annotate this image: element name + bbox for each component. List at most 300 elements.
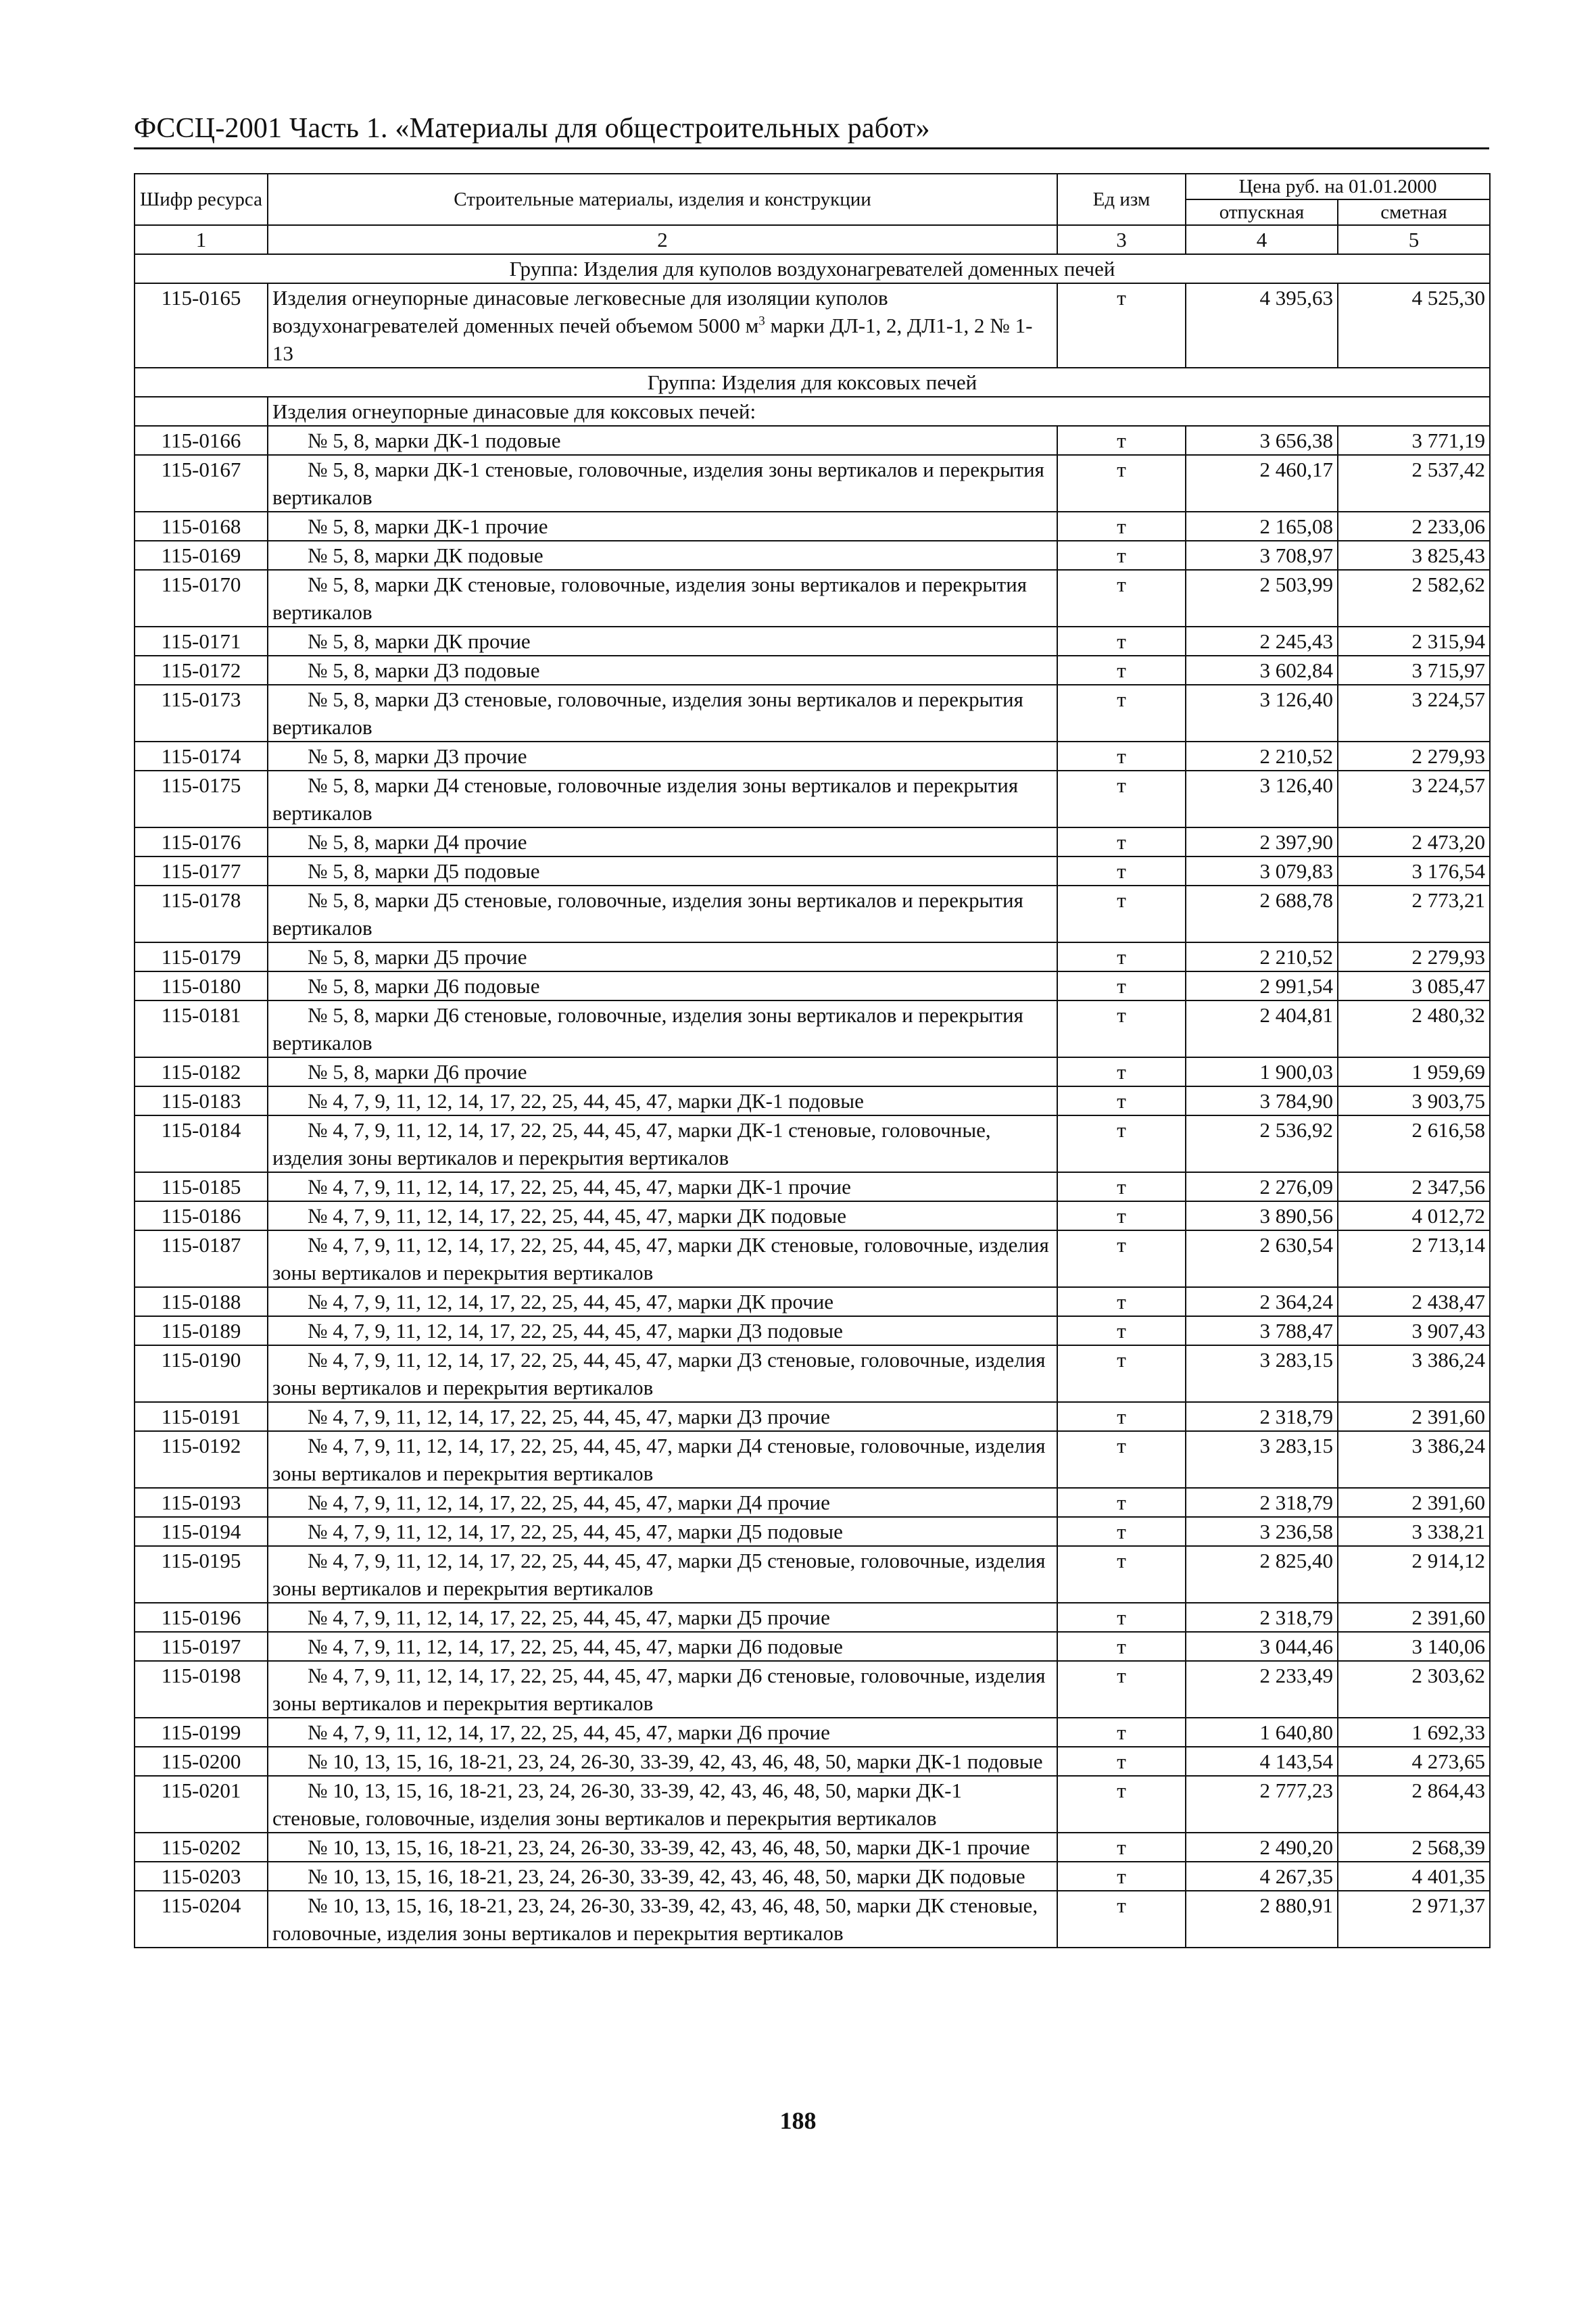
table-row (135, 771, 1490, 827)
item-description-text: № 5, 8, марки Д4 прочие (308, 830, 527, 854)
estimate-price: 2 279,93 (1338, 942, 1490, 971)
resource-code: 115-0174 (135, 742, 268, 771)
unit-cell: т (1057, 1316, 1186, 1345)
table-row (135, 827, 1490, 857)
item-description-text: № 4, 7, 9, 11, 12, 14, 17, 22, 25, 44, 45, 47, марки Д3 подовые (308, 1319, 843, 1343)
resource-code: 115-0192 (135, 1431, 268, 1488)
item-description (268, 1115, 1057, 1172)
table-row (135, 1891, 1490, 1948)
resource-code: 115-0181 (135, 1000, 268, 1057)
item-description-text: № 5, 8, марки Д5 прочие (308, 945, 527, 969)
table-row (135, 1661, 1490, 1718)
resource-code: 115-0186 (135, 1201, 268, 1230)
item-description-text: № 4, 7, 9, 11, 12, 14, 17, 22, 25, 44, 45, 47, марки Д6 прочие (308, 1720, 830, 1744)
column-number: 1 (135, 225, 268, 254)
resource-code: 115-0199 (135, 1718, 268, 1747)
item-description (268, 1632, 1057, 1661)
release-price: 3 126,40 (1186, 771, 1338, 827)
item-description-text: № 4, 7, 9, 11, 12, 14, 17, 22, 25, 44, 45, 47, марки Д3 стеновые, головочные, изделия зоны вертикалов и перекрытия вертикалов (272, 1348, 1046, 1399)
release-price: 3 283,15 (1186, 1345, 1338, 1402)
item-description (268, 1776, 1057, 1833)
estimate-price: 1 692,33 (1338, 1718, 1490, 1747)
release-price: 2 233,49 (1186, 1661, 1338, 1718)
unit-cell: т (1057, 1086, 1186, 1115)
unit-cell: т (1057, 1632, 1186, 1661)
item-description-text: № 5, 8, марки Д6 стеновые, головочные, изделия зоны вертикалов и перекрытия вертикалов (272, 1003, 1023, 1055)
resource-code: 115-0195 (135, 1546, 268, 1603)
item-description-text: № 5, 8, марки Д4 стеновые, головочные изделия зоны вертикалов и перекрытия вертикалов (272, 773, 1019, 825)
item-description (268, 1862, 1057, 1891)
release-price: 3 784,90 (1186, 1086, 1338, 1115)
release-price: 2 276,09 (1186, 1172, 1338, 1201)
resource-code: 115-0171 (135, 627, 268, 656)
resource-code: 115-0190 (135, 1345, 268, 1402)
table-row (135, 1632, 1490, 1661)
item-description (268, 1431, 1057, 1488)
release-price: 2 536,92 (1186, 1115, 1338, 1172)
item-description (268, 886, 1057, 942)
table-row (135, 1287, 1490, 1316)
estimate-price: 3 224,57 (1338, 685, 1490, 742)
table-row (135, 685, 1490, 742)
table-row (135, 1316, 1490, 1345)
price-table (134, 173, 1491, 1948)
item-description-text: № 10, 13, 15, 16, 18-21, 23, 24, 26-30, 33-39, 42, 43, 46, 48, 50, марки ДК-1 прочие (308, 1835, 1030, 1859)
item-description-text: № 4, 7, 9, 11, 12, 14, 17, 22, 25, 44, 45, 47, марки ДК-1 стеновые, головочные, изделия зоны вертикалов и перекрытия вертикалов (272, 1118, 991, 1169)
resource-code: 115-0203 (135, 1862, 268, 1891)
release-price: 4 143,54 (1186, 1747, 1338, 1776)
estimate-price: 4 012,72 (1338, 1201, 1490, 1230)
item-description (268, 1546, 1057, 1603)
item-description (268, 1603, 1057, 1632)
table-row (135, 1833, 1490, 1862)
header-code: Шифр ресурса (135, 174, 268, 225)
item-description-text: № 5, 8, марки Д3 подовые (308, 658, 540, 682)
header-rule (134, 147, 1489, 149)
item-description (268, 1517, 1057, 1546)
resource-code: 115-0175 (135, 771, 268, 827)
unit-cell: т (1057, 771, 1186, 827)
item-description-text: № 5, 8, марки Д3 стеновые, головочные, изделия зоны вертикалов и перекрытия вертикалов (272, 687, 1023, 739)
resource-code: 115-0180 (135, 971, 268, 1000)
table-row (135, 1862, 1490, 1891)
unit-cell: т (1057, 1718, 1186, 1747)
item-description (268, 1000, 1057, 1057)
resource-code: 115-0168 (135, 512, 268, 541)
item-description-text: № 4, 7, 9, 11, 12, 14, 17, 22, 25, 44, 45, 47, марки Д5 подовые (308, 1520, 843, 1543)
resource-code: 115-0188 (135, 1287, 268, 1316)
unit-cell: т (1057, 656, 1186, 685)
estimate-price: 2 279,93 (1338, 742, 1490, 771)
group-title: Группа: Изделия для куполов воздухонагревателей доменных печей (135, 254, 1490, 283)
unit-cell: т (1057, 627, 1186, 656)
estimate-price: 2 391,60 (1338, 1488, 1490, 1517)
release-price: 2 404,81 (1186, 1000, 1338, 1057)
column-number: 5 (1338, 225, 1490, 254)
item-description-text: № 4, 7, 9, 11, 12, 14, 17, 22, 25, 44, 45, 47, марки Д6 стеновые, головочные, изделия зоны вертикалов и перекрытия вертикалов (272, 1664, 1046, 1715)
estimate-price: 2 537,42 (1338, 455, 1490, 512)
header-estimate: сметная (1338, 199, 1490, 225)
resource-code: 115-0204 (135, 1891, 268, 1948)
estimate-price: 2 347,56 (1338, 1172, 1490, 1201)
item-description (268, 1661, 1057, 1718)
item-description-text: № 5, 8, марки Д6 прочие (308, 1060, 527, 1084)
release-price: 1 640,80 (1186, 1718, 1338, 1747)
release-price: 2 460,17 (1186, 455, 1338, 512)
estimate-price: 2 914,12 (1338, 1546, 1490, 1603)
resource-code: 115-0184 (135, 1115, 268, 1172)
estimate-price: 3 386,24 (1338, 1345, 1490, 1402)
item-description (268, 685, 1057, 742)
column-number: 4 (1186, 225, 1338, 254)
unit-cell: т (1057, 742, 1186, 771)
estimate-price: 3 140,06 (1338, 1632, 1490, 1661)
release-price: 3 890,56 (1186, 1201, 1338, 1230)
unit-cell: т (1057, 1172, 1186, 1201)
unit-cell: т (1057, 942, 1186, 971)
item-description (268, 1345, 1057, 1402)
item-description (268, 541, 1057, 570)
resource-code: 115-0193 (135, 1488, 268, 1517)
release-price: 3 788,47 (1186, 1316, 1338, 1345)
unit-cell: т (1057, 1517, 1186, 1546)
estimate-price: 2 315,94 (1338, 627, 1490, 656)
release-price: 3 126,40 (1186, 685, 1338, 742)
release-price: 2 490,20 (1186, 1833, 1338, 1862)
estimate-price: 2 864,43 (1338, 1776, 1490, 1833)
resource-code: 115-0179 (135, 942, 268, 971)
item-description-text: № 5, 8, марки ДК стеновые, головочные, изделия зоны вертикалов и перекрытия вертикалов (272, 573, 1027, 624)
group-intro-row (135, 397, 1490, 426)
table-row (135, 1057, 1490, 1086)
table-row (135, 1776, 1490, 1833)
estimate-price: 2 616,58 (1338, 1115, 1490, 1172)
release-price: 2 210,52 (1186, 942, 1338, 971)
unit-cell: т (1057, 1891, 1186, 1948)
item-description (268, 857, 1057, 886)
estimate-price: 3 903,75 (1338, 1086, 1490, 1115)
unit-cell: т (1057, 827, 1186, 857)
item-description-text: № 5, 8, марки ДК подовые (308, 544, 543, 567)
estimate-price: 3 771,19 (1338, 426, 1490, 455)
estimate-price: 4 273,65 (1338, 1747, 1490, 1776)
item-description (268, 942, 1057, 971)
item-description (268, 1057, 1057, 1086)
unit-cell: т (1057, 1115, 1186, 1172)
item-description-text: № 5, 8, марки ДК-1 подовые (308, 429, 561, 452)
item-description: Изделия огнеупорные динасовые легковесные для изоляции куполов воздухонагревателей доменных печей объемом 5000 $м^3$ марки ДЛ-1, 2, ДЛ1-1, 2 № 1-13 (268, 283, 1057, 368)
unit-cell: т (1057, 971, 1186, 1000)
release-price: 2 991,54 (1186, 971, 1338, 1000)
resource-code: 115-0178 (135, 886, 268, 942)
estimate-price: 2 713,14 (1338, 1230, 1490, 1287)
table-row (135, 512, 1490, 541)
release-price: 2 165,08 (1186, 512, 1338, 541)
resource-code: 115-0176 (135, 827, 268, 857)
estimate-price: 2 480,32 (1338, 1000, 1490, 1057)
item-description (268, 1718, 1057, 1747)
release-price: 2 318,79 (1186, 1603, 1338, 1632)
table-row (135, 1718, 1490, 1747)
table-row (135, 541, 1490, 570)
table-row (135, 1000, 1490, 1057)
release-price: 2 777,23 (1186, 1776, 1338, 1833)
estimate-price: 3 715,97 (1338, 656, 1490, 685)
table-row (135, 426, 1490, 455)
unit-cell: т (1057, 1431, 1186, 1488)
item-description (268, 1747, 1057, 1776)
release-price: 3 236,58 (1186, 1517, 1338, 1546)
estimate-price: 1 959,69 (1338, 1057, 1490, 1086)
table-row (135, 742, 1490, 771)
item-description (268, 1201, 1057, 1230)
table-row (135, 1201, 1490, 1230)
column-number: 3 (1057, 225, 1186, 254)
item-description (268, 1230, 1057, 1287)
table-row (135, 1115, 1490, 1172)
intro-empty-cell (135, 397, 268, 426)
item-description (268, 426, 1057, 455)
release-price: 2 503,99 (1186, 570, 1338, 627)
resource-code: 115-0173 (135, 685, 268, 742)
item-description-text: № 5, 8, марки ДК-1 стеновые, головочные, изделия зоны вертикалов и перекрытия вертикалов (272, 458, 1044, 509)
table-row (135, 1603, 1490, 1632)
resource-code: 115-0169 (135, 541, 268, 570)
unit-cell: т (1057, 1833, 1186, 1862)
release-price: 2 825,40 (1186, 1546, 1338, 1603)
estimate-price: 2 233,06 (1338, 512, 1490, 541)
item-description (268, 455, 1057, 512)
release-price: 4 267,35 (1186, 1862, 1338, 1891)
table-row (135, 1172, 1490, 1201)
release-price: 1 900,03 (1186, 1057, 1338, 1086)
release-price: 3 656,38 (1186, 426, 1338, 455)
table-row (135, 1488, 1490, 1517)
table-row (135, 1402, 1490, 1431)
estimate-price: 2 971,37 (1338, 1891, 1490, 1948)
item-description-text: № 5, 8, марки ДК-1 прочие (308, 514, 548, 538)
item-description-text: № 4, 7, 9, 11, 12, 14, 17, 22, 25, 44, 45, 47, марки ДК подовые (308, 1204, 847, 1228)
release-price: 2 318,79 (1186, 1488, 1338, 1517)
resource-code: 115-0182 (135, 1057, 268, 1086)
item-description-text: № 5, 8, марки Д3 прочие (308, 744, 527, 768)
resource-code: 115-0166 (135, 426, 268, 455)
item-description (268, 827, 1057, 857)
resource-code: 115-0177 (135, 857, 268, 886)
unit-cell: т (1057, 1201, 1186, 1230)
unit-cell: т (1057, 1000, 1186, 1057)
resource-code: 115-0165 (135, 283, 268, 368)
table-row (135, 1546, 1490, 1603)
item-description (268, 656, 1057, 685)
release-price: 2 630,54 (1186, 1230, 1338, 1287)
item-description-text: № 10, 13, 15, 16, 18-21, 23, 24, 26-30, 33-39, 42, 43, 46, 48, 50, марки ДК подовые (308, 1864, 1025, 1888)
table-row (135, 1086, 1490, 1115)
unit-cell: т (1057, 1345, 1186, 1402)
table-row (135, 1517, 1490, 1546)
estimate-price: 3 907,43 (1338, 1316, 1490, 1345)
group-row (135, 254, 1490, 283)
table-row (135, 857, 1490, 886)
unit-cell: т (1057, 1776, 1186, 1833)
release-price: 3 708,97 (1186, 541, 1338, 570)
header-unit: Ед изм (1057, 174, 1186, 225)
item-description-text: № 4, 7, 9, 11, 12, 14, 17, 22, 25, 44, 45, 47, марки ДК стеновые, головочные, изделия зоны вертикалов и перекрытия вертикалов (272, 1233, 1049, 1284)
estimate-price: 2 303,62 (1338, 1661, 1490, 1718)
unit-cell: т (1057, 1862, 1186, 1891)
item-description-text: № 4, 7, 9, 11, 12, 14, 17, 22, 25, 44, 45, 47, марки ДК-1 подовые (308, 1089, 864, 1113)
item-description (268, 570, 1057, 627)
unit-cell: т (1057, 1230, 1186, 1287)
estimate-price: 2 568,39 (1338, 1833, 1490, 1862)
table-header (135, 174, 1490, 254)
item-description (268, 1891, 1057, 1948)
table-row (135, 627, 1490, 656)
estimate-price: 3 338,21 (1338, 1517, 1490, 1546)
item-description (268, 627, 1057, 656)
table-row (135, 570, 1490, 627)
item-description-text: № 4, 7, 9, 11, 12, 14, 17, 22, 25, 44, 45, 47, марки Д5 прочие (308, 1606, 830, 1629)
item-description (268, 1172, 1057, 1201)
item-description (268, 1086, 1057, 1115)
item-description (268, 742, 1057, 771)
table-row (135, 971, 1490, 1000)
item-description (268, 1316, 1057, 1345)
unit-cell: т (1057, 857, 1186, 886)
resource-code: 115-0200 (135, 1747, 268, 1776)
running-header: ФССЦ-2001 Часть 1. «Материалы для общестроительных работ» (134, 113, 930, 144)
estimate-price: 2 473,20 (1338, 827, 1490, 857)
table-body (135, 254, 1490, 1948)
unit-cell: т (1057, 1747, 1186, 1776)
item-description-text: № 4, 7, 9, 11, 12, 14, 17, 22, 25, 44, 45, 47, марки Д3 прочие (308, 1405, 830, 1428)
release-price: 2 210,52 (1186, 742, 1338, 771)
estimate-price: 4 525,30 (1338, 283, 1490, 368)
header-release: отпускная (1186, 199, 1338, 225)
resource-code: 115-0201 (135, 1776, 268, 1833)
resource-code: 115-0183 (135, 1086, 268, 1115)
unit-cell: т (1057, 1603, 1186, 1632)
table-row (135, 1747, 1490, 1776)
item-description (268, 1833, 1057, 1862)
page-number: 188 (779, 2107, 817, 2134)
item-description (268, 512, 1057, 541)
resource-code: 115-0189 (135, 1316, 268, 1345)
release-price: 4 395,63 (1186, 283, 1338, 368)
column-number: 2 (268, 225, 1057, 254)
release-price: 2 364,24 (1186, 1287, 1338, 1316)
unit-cell: т (1057, 886, 1186, 942)
unit-cell: т (1057, 570, 1186, 627)
item-description-text: № 10, 13, 15, 16, 18-21, 23, 24, 26-30, 33-39, 42, 43, 46, 48, 50, марки ДК стеновые, головочные, изделия зоны вертикалов и перекрытия вертикалов (272, 1893, 1038, 1945)
unit-cell: т (1057, 1661, 1186, 1718)
item-description-text: № 4, 7, 9, 11, 12, 14, 17, 22, 25, 44, 45, 47, марки Д4 прочие (308, 1491, 830, 1514)
item-description-text: № 5, 8, марки Д5 подовые (308, 859, 540, 883)
item-description (268, 771, 1057, 827)
release-price: 3 283,15 (1186, 1431, 1338, 1488)
group-intro: Изделия огнеупорные динасовые для коксовых печей: (268, 397, 1490, 426)
resource-code: 115-0170 (135, 570, 268, 627)
unit-cell: т (1057, 1402, 1186, 1431)
item-description-text: № 4, 7, 9, 11, 12, 14, 17, 22, 25, 44, 45, 47, марки Д4 стеновые, головочные, изделия зоны вертикалов и перекрытия вертикалов (272, 1434, 1046, 1485)
resource-code: 115-0185 (135, 1172, 268, 1201)
resource-code: 115-0167 (135, 455, 268, 512)
unit-cell: т (1057, 1488, 1186, 1517)
column-number-row (135, 225, 1490, 254)
release-price: 3 044,46 (1186, 1632, 1338, 1661)
release-price: 3 079,83 (1186, 857, 1338, 886)
item-description-text: № 4, 7, 9, 11, 12, 14, 17, 22, 25, 44, 45, 47, марки Д6 подовые (308, 1635, 843, 1658)
estimate-price: 2 391,60 (1338, 1603, 1490, 1632)
unit-cell: т (1057, 541, 1186, 570)
unit-cell: т (1057, 685, 1186, 742)
unit-cell: т (1057, 426, 1186, 455)
item-description-text: № 4, 7, 9, 11, 12, 14, 17, 22, 25, 44, 45, 47, марки ДК прочие (308, 1290, 834, 1313)
item-description-text: № 5, 8, марки Д5 стеновые, головочные, изделия зоны вертикалов и перекрытия вертикалов (272, 888, 1023, 940)
estimate-price: 3 085,47 (1338, 971, 1490, 1000)
item-description-text: № 5, 8, марки ДК прочие (308, 629, 531, 653)
resource-code: 115-0198 (135, 1661, 268, 1718)
unit-cell: т (1057, 1287, 1186, 1316)
estimate-price: 2 773,21 (1338, 886, 1490, 942)
estimate-price: 2 438,47 (1338, 1287, 1490, 1316)
item-description (268, 1402, 1057, 1431)
item-description (268, 1287, 1057, 1316)
estimate-price: 2 582,62 (1338, 570, 1490, 627)
release-price: 2 318,79 (1186, 1402, 1338, 1431)
estimate-price: 3 176,54 (1338, 857, 1490, 886)
table-row (135, 942, 1490, 971)
item-description-text: № 4, 7, 9, 11, 12, 14, 17, 22, 25, 44, 45, 47, марки ДК-1 прочие (308, 1175, 851, 1199)
item-description-text: № 5, 8, марки Д6 подовые (308, 974, 540, 998)
resource-code: 115-0197 (135, 1632, 268, 1661)
table-row (135, 1431, 1490, 1488)
resource-code: 115-0172 (135, 656, 268, 685)
resource-code: 115-0196 (135, 1603, 268, 1632)
estimate-price: 3 224,57 (1338, 771, 1490, 827)
estimate-price: 3 825,43 (1338, 541, 1490, 570)
item-description (268, 1488, 1057, 1517)
estimate-price: 2 391,60 (1338, 1402, 1490, 1431)
release-price: 2 397,90 (1186, 827, 1338, 857)
table-row (135, 1345, 1490, 1402)
resource-code: 115-0202 (135, 1833, 268, 1862)
header-price-group: Цена руб. на 01.01.2000 (1186, 174, 1490, 199)
unit-cell: т (1057, 1546, 1186, 1603)
unit-cell: т (1057, 1057, 1186, 1086)
release-price: 2 688,78 (1186, 886, 1338, 942)
table-row (135, 886, 1490, 942)
table-row (135, 455, 1490, 512)
item-description (268, 971, 1057, 1000)
table-row (135, 1230, 1490, 1287)
header-materials: Строительные материалы, изделия и конструкции (268, 174, 1057, 225)
release-price: 3 602,84 (1186, 656, 1338, 685)
release-price: 2 245,43 (1186, 627, 1338, 656)
resource-code: 115-0187 (135, 1230, 268, 1287)
table-row (135, 656, 1490, 685)
unit-cell: т (1057, 283, 1186, 368)
estimate-price: 3 386,24 (1338, 1431, 1490, 1488)
resource-code: 115-0191 (135, 1402, 268, 1431)
table-row (135, 283, 1490, 368)
estimate-price: 4 401,35 (1338, 1862, 1490, 1891)
group-title: Группа: Изделия для коксовых печей (135, 368, 1490, 397)
item-description-text: № 10, 13, 15, 16, 18-21, 23, 24, 26-30, 33-39, 42, 43, 46, 48, 50, марки ДК-1 подовые (308, 1750, 1043, 1773)
resource-code: 115-0194 (135, 1517, 268, 1546)
item-description-text: № 4, 7, 9, 11, 12, 14, 17, 22, 25, 44, 45, 47, марки Д5 стеновые, головочные, изделия зоны вертикалов и перекрытия вертикалов (272, 1549, 1046, 1600)
unit-cell: т (1057, 512, 1186, 541)
